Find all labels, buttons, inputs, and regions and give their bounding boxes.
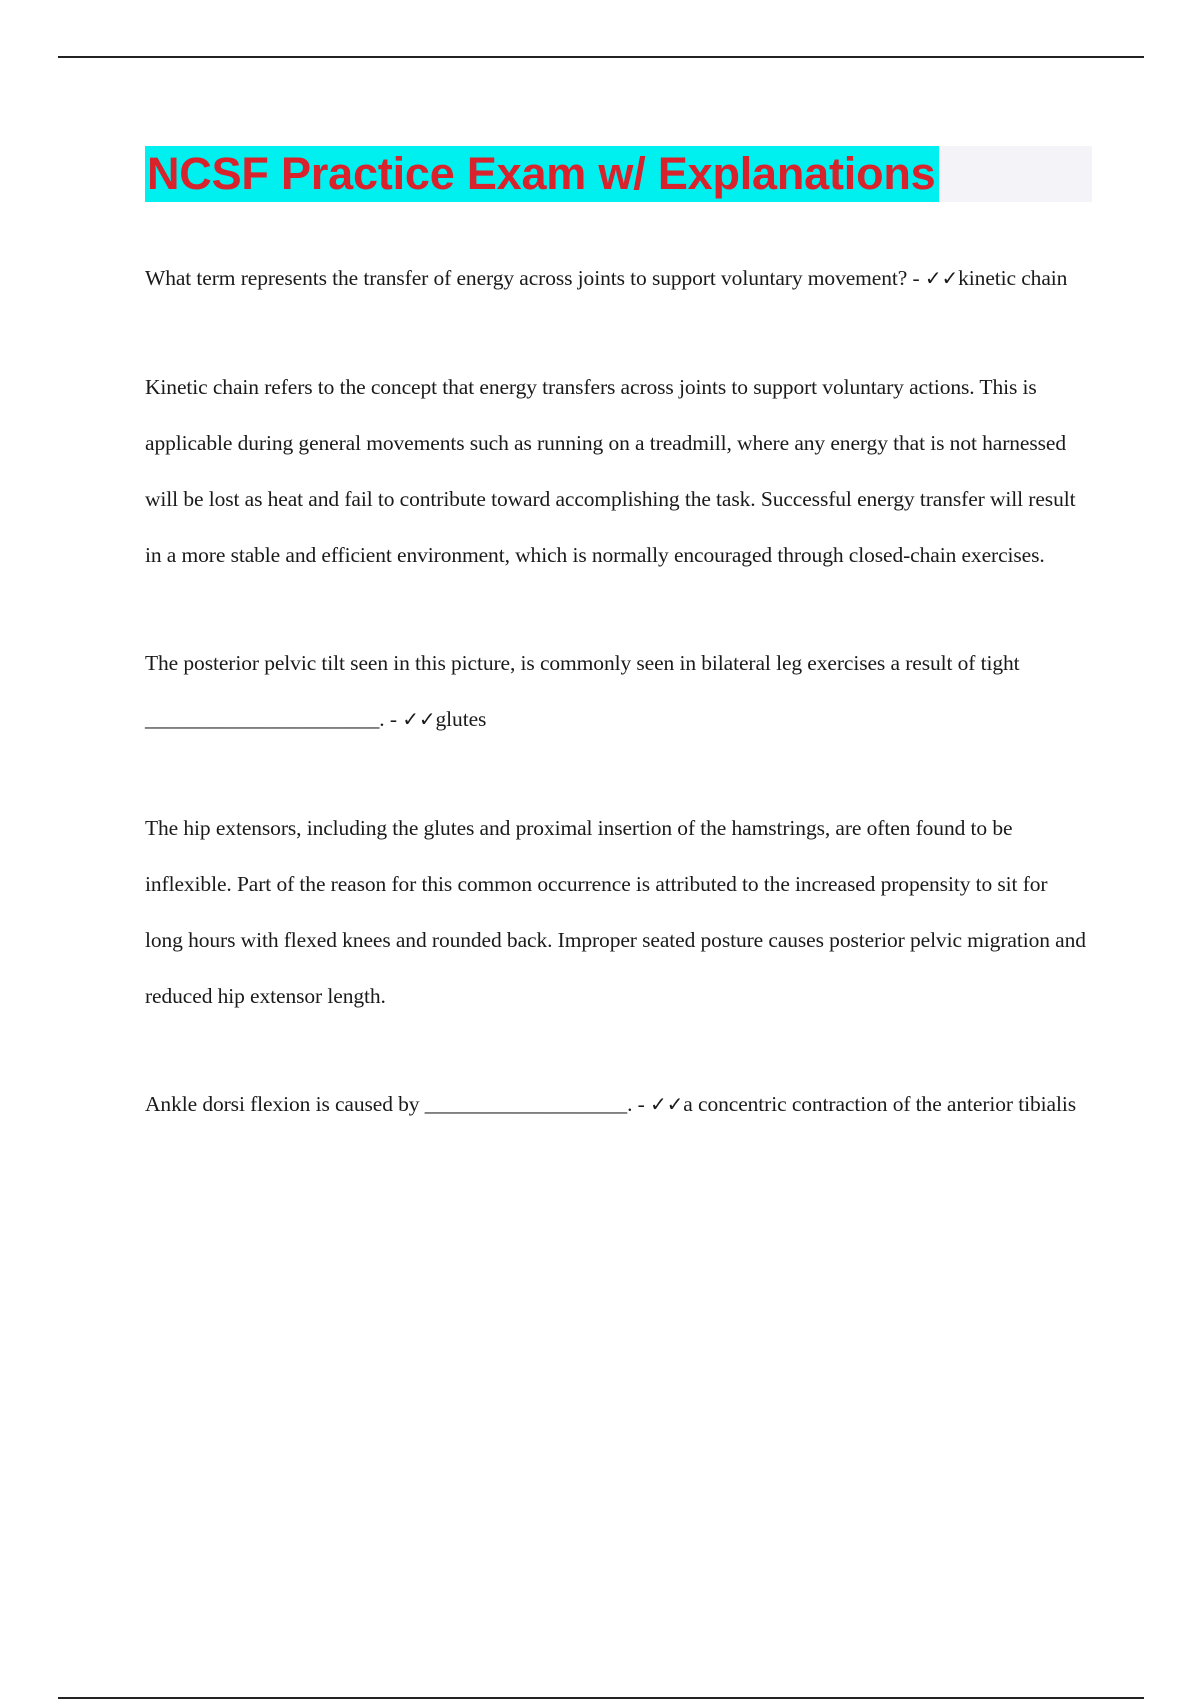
question-3-text: Ankle dorsi flexion is caused by ___________________. - [145,1092,645,1116]
question-1 [145,250,1090,306]
question-2 [145,635,1090,747]
check-mark-icon: ✓✓ [924,266,959,290]
question-3 [145,1076,1090,1132]
document-body [145,250,1090,1132]
title-banner [145,146,1092,202]
check-mark-icon: ✓✓ [402,707,436,731]
document-title: NCSF Practice Exam w/ Explanations [145,146,939,202]
answer-2: glutes [435,707,487,731]
explanation-2: The hip extensors, including the glutes and proximal insertion of the hamstrings, are often found to be inflexible. Part of the reason for this common occurrence is attributed to the increased propensity to sit for long hours with flexed knees and rounded back. Improper seated posture causes posterior pelvic migration and reduced hip extensor length. [145,816,1086,1008]
question-1-text: What term represents the transfer of energy across joints to support voluntary movement? - [145,266,920,290]
answer-3: a concentric contraction of the anterior tibialis [683,1092,1076,1116]
answer-1: kinetic chain [958,266,1068,290]
explanation-1: Kinetic chain refers to the concept that energy transfers across joints to support voluntary actions. This is applicable during general movements such as running on a treadmill, where any energy that is not harnessed will be lost as heat and fail to contribute toward accomplishing the task. Successful energy transfer will result in a more stable and efficient environment, which is normally encouraged through closed-chain exercises. [145,375,1076,567]
check-mark-icon: ✓✓ [649,1092,684,1116]
bottom-divider [58,1697,1144,1699]
top-divider [58,56,1144,58]
question-2-text: The posterior pelvic tilt seen in this picture, is commonly seen in bilateral leg exercises a result of tight ______________________. - [145,651,1020,731]
